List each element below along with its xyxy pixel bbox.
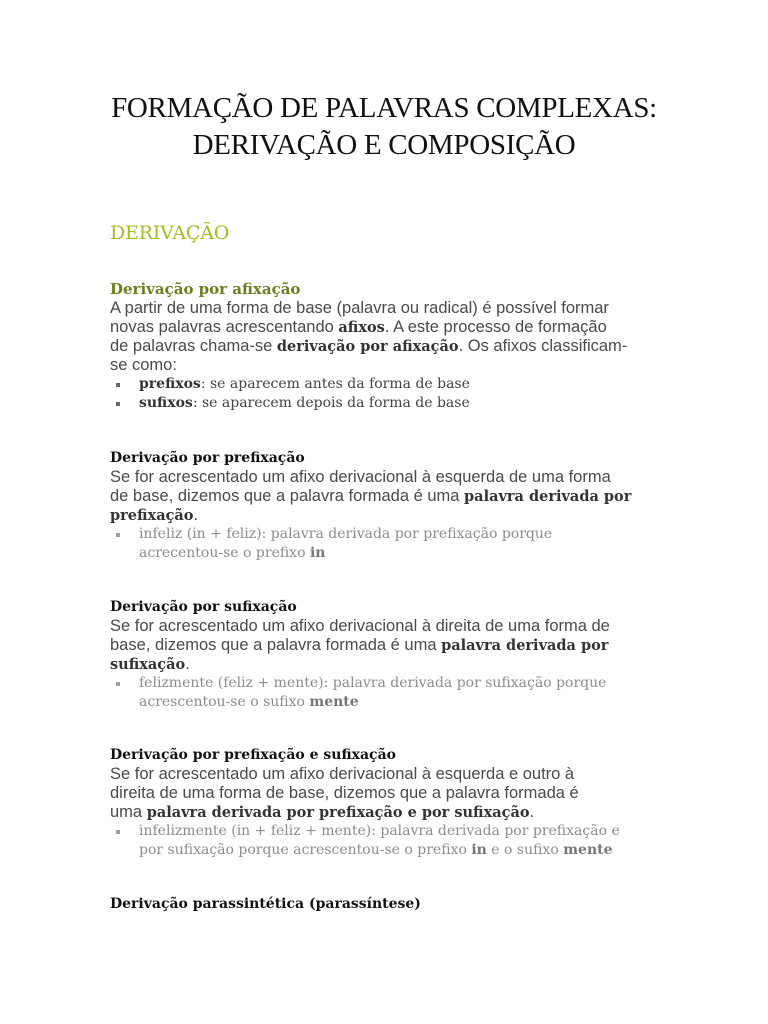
bullet-text: : se aparecem antes da forma de base [200,376,470,392]
afixacao-heading: Derivação por afixação [110,280,301,298]
sufixacao-examples [110,674,670,712]
prefsuf-line-3 [110,803,670,822]
example-word: felizmente [139,675,214,691]
bold-term: prefixação [110,507,194,524]
bullet-text: por sufixação porque acrescentou-se o prefixo [139,842,472,858]
text-span: novas palavras acrescentando [110,318,339,336]
bullet-term: mente [309,694,359,710]
prefsuf-line-2: direita de uma forma de base, dizemos que a palavra formada é [110,784,579,802]
text-span: . Os afixos classificam- [458,337,628,355]
prefixacao-sufixacao-section [110,745,670,860]
example-word: infelizmente [139,823,227,839]
sufixacao-line-1: Se for acrescentado um afixo derivacional à direita de uma forma de [110,617,610,635]
text-span: . [185,655,190,673]
prefixacao-line-1: Se for acrescentado um afixo derivacional à esquerda de uma forma [110,468,611,486]
bullet-text: acrecentou-se o prefixo [139,545,310,561]
bullet-square-icon [116,402,120,406]
text-span: . A este processo de formação [384,318,607,336]
bullet-square-icon [116,383,120,387]
sufixacao-paragraph [110,617,670,674]
bullet-square-icon [116,830,120,834]
prefsuf-heading: Derivação por prefixação e sufixação [110,747,396,763]
bullet-term: prefixos [139,376,201,392]
bold-term: palavra derivada por prefixação e por sufixação [146,804,530,821]
sufixacao-section [110,597,670,712]
section-heading-derivacao: DERIVAÇÃO [110,222,230,244]
afixacao-line-2 [110,318,670,337]
text-span: . [193,506,199,524]
list-item [110,674,670,712]
bullet-continuation [139,544,670,563]
prefixacao-line-2 [110,487,670,506]
list-item [110,525,670,563]
afixacao-line-3 [110,337,670,356]
parassintese-heading: Derivação parassintética (parassíntese) [110,896,421,912]
bold-term: palavra derivada por [441,637,609,654]
prefixacao-examples [110,525,670,563]
document-title [60,90,708,164]
bullet-square-icon [116,533,120,537]
list-item [110,375,670,394]
bullet-term: mente [563,842,613,858]
bullet-text: (in + feliz + mente): palavra derivada por prefixação e [226,823,620,839]
text-span: de base, dizemos que a palavra formada é uma [110,487,465,505]
example-word: infeliz [139,526,183,542]
afixacao-section [110,279,670,413]
title-line-2: DERIVAÇÃO E COMPOSIÇÃO [192,129,576,161]
prefixacao-heading: Derivação por prefixação [110,450,305,466]
afixos-list [110,375,670,413]
bullet-text: : se aparecem depois da forma de base [192,395,470,411]
text-span: de palavras chama-se [110,337,277,355]
sufixacao-line-2 [110,636,670,655]
bold-term: sufixação [110,656,186,673]
text-span: . [529,803,535,821]
list-item [110,822,670,860]
prefsuf-paragraph [110,765,670,822]
bullet-continuation [139,693,670,712]
bullet-square-icon [116,682,120,686]
text-span: uma [110,803,147,821]
afixacao-paragraph [110,299,670,375]
list-item [110,394,670,413]
prefixacao-line-3 [110,506,670,525]
text-span: base, dizemos que a palavra formada é uma [110,636,442,654]
parassintese-section [110,894,670,914]
sufixacao-heading: Derivação por sufixação [110,599,297,615]
bullet-text: (in + feliz): palavra derivada por prefixação porque [182,526,553,542]
afixacao-line-1: A partir de uma forma de base (palavra ou radical) é possível formar [110,299,609,317]
sufixacao-line-3 [110,655,670,674]
bullet-term: in [309,545,326,561]
prefixacao-section [110,448,670,563]
bullet-term: in [471,842,487,858]
bold-term: palavra derivada por [464,488,632,505]
bullet-text: e o sufixo [486,842,564,858]
prefixacao-paragraph [110,468,670,525]
bold-term: afixos [338,319,385,336]
bullet-text: acrescentou-se o sufixo [139,694,310,710]
prefsuf-examples [110,822,670,860]
bullet-term: sufixos [139,395,193,411]
prefsuf-line-1: Se for acrescentado um afixo derivacional à esquerda e outro à [110,765,575,783]
bold-term: derivação por afixação [276,338,459,355]
bullet-text: (feliz + mente): palavra derivada por sufixação porque [213,675,607,691]
title-line-1: FORMAÇÃO DE PALAVRAS COMPLEXAS: [111,92,657,124]
bullet-continuation [139,841,670,860]
afixacao-line-4: se como: [110,356,177,374]
